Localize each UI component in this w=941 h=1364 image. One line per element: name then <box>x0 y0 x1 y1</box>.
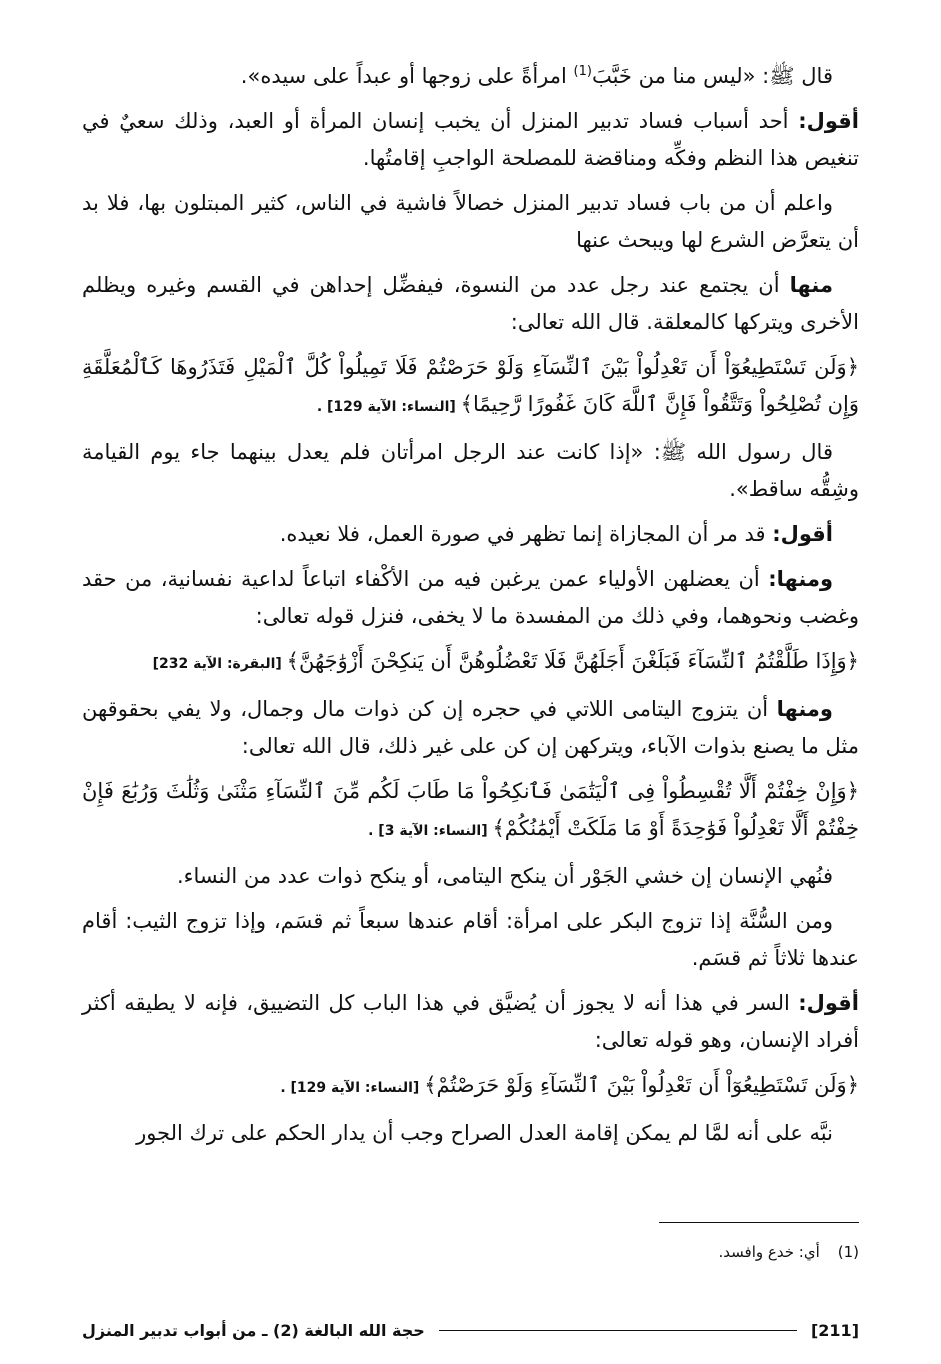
paragraph-6: قال رسول الله ﷺ: «إذا كانت عند الرجل امرأتان فلم يعدل بينهما جاء يوم القيامة وشِقُّه ساقط». <box>82 440 859 501</box>
verse-reference: [النساء: الآية 3] . <box>368 823 493 839</box>
quran-text: ﴿وَإِذَا طَلَّقْتُمُ ٱلنِّسَآءَ فَبَلَغْنَ أَجَلَهُنَّ فَلَا تَعْضُلُوهُنَّ أَن يَنكِحْنَ أَزْوَٰجَهُنَّ﴾ <box>286 649 859 673</box>
paragraph-12: فنُهي الإنسان إن خشي الجَوْر أن ينكح اليتامى، أو ينكح ذوات عدد من النساء. <box>176 864 833 888</box>
quran-verse-2 <box>82 643 859 683</box>
book-title: حجة الله البالغة (2) ـ من أبواب تدبير المنزل <box>82 1320 425 1340</box>
quran-text: ﴿وَلَن تَسْتَطِيعُوٓاْ أَن تَعْدِلُواْ بَيْنَ ٱلنِّسَآءِ وَلَوْ حَرَصْتُمْ﴾ <box>424 1073 859 1097</box>
paragraph-13: ومن السُّنَّة إذا تزوج البكر على امرأة: أقام عندها سبعاً ثم قسَم، وإذا تزوج الثيب: أقام عندها ثلاثاً ثم قسَم. <box>82 909 859 970</box>
paragraph-2: أقول: أحد أسباب فساد تدبير المنزل أن يخبب إنسان المرأة أو العبد، وذلك سعيٌ في تنغيص هذا النظم وفكِّه ومناقضة للمصلحة الواجبِ إقامتُها. <box>82 109 859 170</box>
verse-reference: [النساء: الآية 129] . <box>316 399 461 415</box>
quran-verse-4 <box>82 1067 859 1107</box>
page-footer <box>82 1318 859 1342</box>
paragraph-lead: ومنها <box>776 697 833 721</box>
paragraph-14: أقول: السر في هذا أنه لا يجوز أن يُضيَّق في هذا الباب كل التضييق، فإنه لا يطيقه أكثر أفراد الإنسان، وهو قوله تعالى: <box>82 991 859 1052</box>
paragraph-lead: أقول: <box>798 991 859 1015</box>
footnote <box>82 1240 859 1264</box>
quran-verse-1 <box>82 349 859 426</box>
paragraph-lead: أقول: <box>798 109 859 133</box>
footnote-marker[interactable]: (1) <box>573 64 592 79</box>
quran-text: ﴿وَلَن تَسْتَطِيعُوٓاْ أَن تَعْدِلُواْ بَيْنَ ٱلنِّسَآءِ وَلَوْ حَرَصْتُمْ فَلَا تَمِيلُواْ كُلَّ ٱلْمَيْلِ فَتَذَرُوهَا كَٱلْمُعَلَّقَةِ وَإِن تُصْلِحُواْ وَتَتَّقُواْ فَإِنَّ ٱللَّهَ كَانَ غَفُورًا رَّحِيمًا﴾ <box>82 355 859 416</box>
quran-verse-3 <box>82 773 859 850</box>
paragraph-16: نبَّه على أنه لمَّا لم يمكن إقامة العدل الصراح وجب أن يدار الحكم على ترك الجور <box>136 1121 833 1145</box>
paragraph-lead: ومنها: <box>768 567 833 591</box>
page-number: [211] <box>810 1320 859 1340</box>
footnote-number: (1) <box>837 1243 859 1261</box>
footer-rule <box>439 1330 797 1331</box>
paragraph-lead: أقول: <box>772 522 833 546</box>
quran-text: ﴿وَإِنْ خِفْتُمْ أَلَّا تُقْسِطُواْ فِى ٱلْيَتَٰمَىٰ فَٱنكِحُواْ مَا طَابَ لَكُم مِّنَ ٱلنِّسَآءِ مَثْنَىٰ وَثُلَٰثَ وَرُبَٰعَ فَإِنْ خِفْتُمْ أَلَّا تَعْدِلُواْ فَوَٰحِدَةً أَوْ مَا مَلَكَتْ أَيْمَٰنُكُمْ﴾ <box>82 779 859 840</box>
main-text <box>82 58 859 1160</box>
footnote-text: أي: خدع وافسد. <box>718 1243 820 1261</box>
paragraph-7: أقول: قد مر أن المجازاة إنما تظهر في صورة العمل، فلا نعيده. <box>279 522 833 546</box>
paragraph-1: قال ﷺ: «ليس منا من خَبَّبَ$^{(1)}$ امرأةً على زوجها أو عبداً على سيده». <box>240 64 833 88</box>
paragraph-8: ومنها: أن يعضلهن الأولياء عمن يرغبن فيه من الأكْفاء اتباعاً لداعية نفسانية، من حقد وغضب ونحوهما، وفي ذلك من المفسدة ما لا يخفى، فنزل قوله تعالى: <box>82 567 859 628</box>
footnote-divider <box>659 1222 859 1223</box>
verse-reference: [البقرة: الآية 232] <box>152 656 287 672</box>
paragraph-lead: منها <box>789 273 833 297</box>
paragraph-4: منها أن يجتمع عند رجل عدد من النسوة، فيفضِّل إحداهن في القسم وغيره ويظلم الأخرى ويتركها كالمعلقة. قال الله تعالى: <box>82 273 859 334</box>
verse-reference: [النساء: الآية 129] . <box>280 1080 425 1096</box>
paragraph-3: واعلم أن من باب فساد تدبير المنزل خصالاً فاشية في الناس، كثير المبتلون بها، فلا بد أن يتعرَّض الشرع لها ويبحث عنها <box>82 191 859 252</box>
paragraph-10: ومنها أن يتزوج اليتامى اللاتي في حجره إن كن ذوات مال وجمال، ولا يفي بحقوقهن مثل ما يصنع بذوات الآباء، ويتركهن إن كن على غير ذلك، قال الله تعالى: <box>82 697 859 758</box>
